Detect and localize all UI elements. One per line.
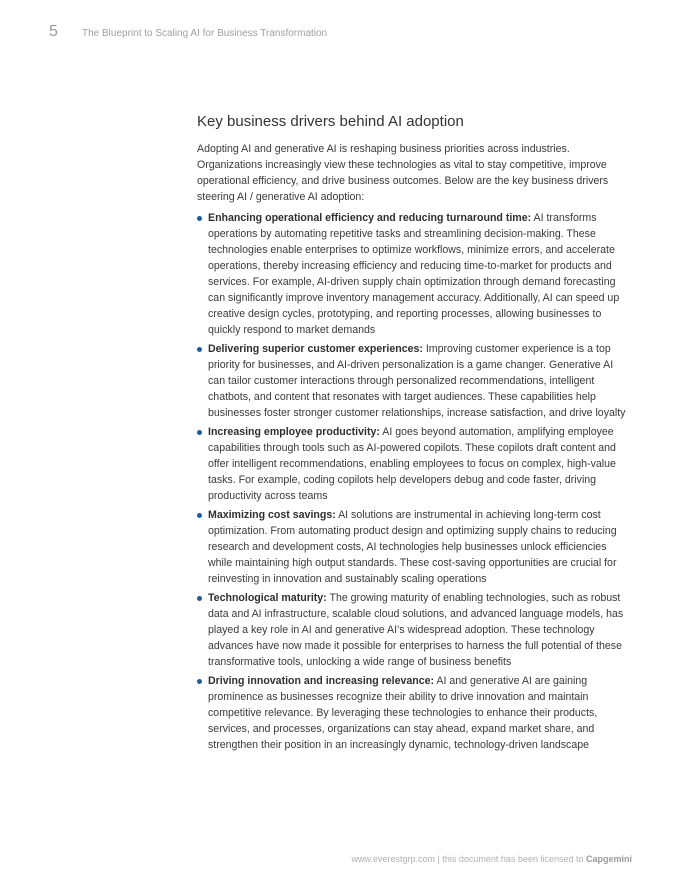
driver-title: Delivering superior customer experiences: — [208, 343, 423, 355]
bullet-icon — [197, 679, 202, 684]
driver-operational-efficiency — [197, 210, 632, 338]
driver-title: Maximizing cost savings: — [208, 509, 336, 521]
footer-licensee: Capgemini — [585, 854, 632, 864]
bullet-icon — [197, 430, 202, 435]
footer-site-link[interactable]: www.everestgrp.com — [351, 854, 436, 864]
driver-text: AI transforms operations by automating repetitive tasks and streamlining decision-making. These technologies enable enterprises to optimize workflows, minimize errors, and accelerate operations, thereby increasing efficiency and reducing time-to-market for products and services. For example, AI-driven supply chain optimization through demand forecasting can significantly improve inventory management accuracy. Additionally, AI can speed up creative design cycles, prototyping, and reporting processes, allowing businesses to quickly respond to market demands — [208, 212, 620, 336]
driver-title: Enhancing operational efficiency and reducing turnaround time: — [208, 212, 532, 224]
driver-innovation-relevance — [197, 673, 632, 753]
running-header-title: The Blueprint to Scaling AI for Business Transformation — [82, 28, 328, 39]
driver-text: Improving customer experience is a top priority for businesses, and AI-driven personalization is a game changer. Generative AI can tailor customer interactions through personalized recommendations, intelligent chatbots, and content that resonates with target audiences. These capabilities help businesses foster stronger customer relationships, increase satisfaction, and drive loyalty — [208, 343, 626, 419]
bullet-icon — [197, 347, 202, 352]
footer-separator: | — [435, 854, 443, 864]
driver-title: Increasing employee productivity: — [208, 426, 380, 438]
footer — [352, 853, 632, 865]
driver-cost-savings — [197, 507, 632, 587]
intro-paragraph: Adopting AI and generative AI is reshaping business priorities across industries. Organizations increasingly view these technologies as vital to stay competitive, improve operational efficiency, and drive business outcomes. Below are the key business drivers steering AI / generative AI adoption: — [197, 143, 609, 203]
driver-employee-productivity — [197, 424, 632, 504]
page-number: 5 — [49, 23, 58, 40]
bullet-icon — [197, 596, 202, 601]
driver-text: AI goes beyond automation, amplifying employee capabilities through tools such as AI-powered copilots. These copilots draft content and offer intelligent recommendations, enabling employees to focus on complex, high-value tasks. For example, coding copilots help developers debug and code faster, driving productivity across teams — [208, 426, 616, 502]
driver-title: Driving innovation and increasing relevance: — [208, 675, 435, 687]
driver-text: The growing maturity of enabling technologies, such as robust data and AI infrastructure, scalable cloud solutions, and advanced language models, has played a key role in AI and generative AI’s widespread adoption. These technology advances have now made it possible for enterprises to harness the full potential of these transformative tools, unlocking a wide range of business benefits — [208, 592, 624, 668]
business-drivers-list — [197, 210, 632, 753]
section-heading: Key business drivers behind AI adoption — [197, 113, 464, 130]
bullet-icon — [197, 216, 202, 221]
driver-customer-experience — [197, 341, 632, 421]
main-content — [197, 112, 632, 756]
driver-title: Technological maturity: — [208, 592, 327, 604]
footer-license-text: this document has been licensed to — [442, 854, 586, 864]
driver-technological-maturity — [197, 590, 632, 670]
bullet-icon — [197, 513, 202, 518]
driver-text: AI solutions are instrumental in achieving long-term cost optimization. From automating product design and optimizing supply chains to reducing research and development costs, AI technologies help businesses unlock efficiencies while maintaining high output standards. These cost-saving opportunities are crucial for reinvesting in innovation and sustainably scaling operations — [208, 509, 617, 585]
driver-text: AI and generative AI are gaining prominence as businesses recognize their ability to drive innovation and maintain competitive relevance. By leveraging these technologies to enhance their products, services, and processes, organizations can stay ahead, expand market share, and strengthen their position in an increasingly dynamic, technology-driven landscape — [208, 675, 598, 751]
